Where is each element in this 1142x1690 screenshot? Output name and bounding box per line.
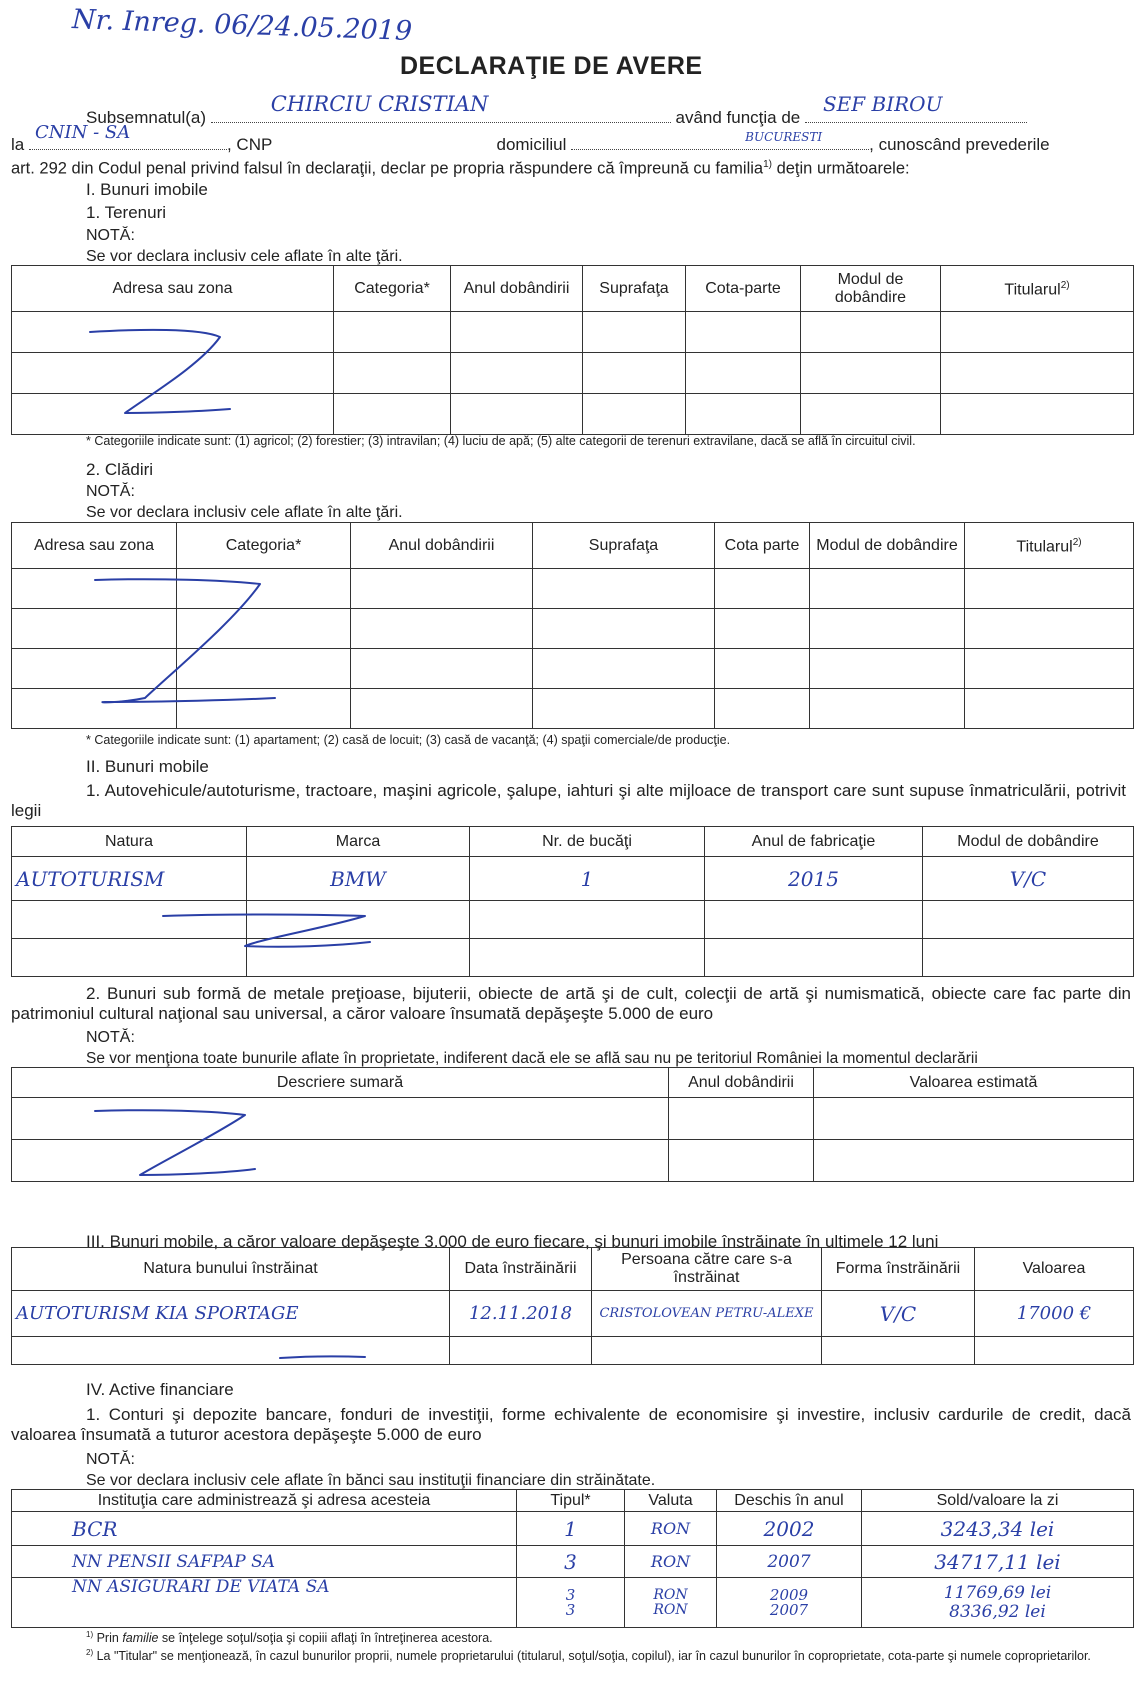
function-value: SEF BIROU [822, 92, 943, 116]
footnote-1-sup: 1) [86, 1630, 94, 1639]
col-institutia: Instituţia care administrează şi adresa acesteia [12, 1490, 517, 1512]
col-anul: Anul dobândirii [451, 266, 583, 312]
footnote-2 [11, 1645, 1131, 1664]
account-tip [517, 1578, 625, 1628]
account-tip-b: 3 [565, 1600, 576, 1619]
col-anul-fabricatie: Anul de fabricaţie [705, 827, 923, 857]
intro-text-end: deţin următoarele: [772, 159, 910, 178]
col-nr-bucati: Nr. de bucăţi [470, 827, 705, 857]
section-2-nota-text: Se vor menţiona toate bunurile aflate în proprietate, indiferent dacă ele se află sau nu pe teritoriul României la momentul declarării [86, 1050, 978, 1067]
sold-data: 12.11.2018 [450, 1291, 592, 1337]
account-valuta [625, 1578, 717, 1628]
vehicle-marca: BMW [247, 857, 470, 901]
z-strike-bunuri [85, 1105, 265, 1185]
cnp-label: , CNP [226, 135, 273, 154]
section-1-nota: NOTĂ: [86, 227, 135, 244]
titularul-sup: 2) [1072, 537, 1082, 549]
col-modul: Modul de dobândire [810, 523, 965, 569]
strike-instrainate [275, 1350, 375, 1364]
col-suprafata: Suprafaţa [533, 523, 715, 569]
table-row [12, 1546, 1134, 1578]
section-1-sub-1: 1. Terenuri [86, 203, 167, 222]
account-sold: 34717,11 lei [862, 1546, 1134, 1578]
col-natura: Natura bunului înstrăinat [12, 1248, 450, 1291]
col-modul: Modul de dobândire [923, 827, 1134, 857]
col-adresa: Adresa sau zona [12, 266, 334, 312]
function-field [805, 92, 1027, 123]
account-valuta: RON [625, 1546, 717, 1578]
titularul-sup: 2) [1060, 280, 1070, 292]
account-institutie: NN PENSII SAFPAP SA [12, 1546, 517, 1578]
col-descriere: Descriere sumară [12, 1068, 669, 1098]
section-4-nota-text: Se vor declara inclusiv cele aflate în bănci sau instituţii financiare din străinătate. [86, 1472, 656, 1489]
section-2-sub-1: 1. Autovehicule/autoturisme, tractoare, maşini agricole, şalupe, iahturi şi alte mijloace de transport care sunt supuse înmatriculării, potrivit legii [11, 781, 1126, 820]
sold-natura: AUTOTURISM KIA SPORTAGE [12, 1291, 450, 1337]
footnote-1-a: Prin [93, 1631, 123, 1646]
footnote-1-b: se înţelege soţul/soţia şi copiii aflaţi în întreţinerea acestora. [158, 1631, 493, 1646]
account-valuta: RON [625, 1512, 717, 1546]
table-row [12, 1578, 1134, 1628]
col-persoana: Persoana către care s-a înstrăinat [592, 1248, 822, 1291]
vehicle-bucati: 1 [470, 857, 705, 901]
terenuri-header-row [12, 266, 1134, 312]
col-adresa: Adresa sau zona [12, 523, 177, 569]
account-tip-a: 3 [565, 1585, 576, 1604]
account-sold-a: 11769,69 lei [943, 1582, 1052, 1603]
account-sold-b: 8336,92 lei [949, 1601, 1046, 1622]
intro-line-3 [11, 155, 1136, 179]
workplace-field [29, 122, 227, 150]
col-titularul [965, 523, 1134, 569]
section-1-sub-2: 2. Clădiri [86, 460, 154, 479]
vehicle-modul: V/C [923, 857, 1134, 901]
domicile-field [571, 131, 869, 150]
name-field [211, 92, 671, 123]
col-data: Data înstrăinării [450, 1248, 592, 1291]
terenuri-footnote: * Categoriile indicate sunt: (1) agricol; (2) forestier; (3) intravilan; (4) luciu de apă; (5) alte categorii de terenuri extravilane, dacă se află în circuitul civil. [86, 434, 916, 448]
section-1-nota-text: Se vor declara inclusiv cele aflate în alte ţări. [86, 248, 403, 265]
col-deschis: Deschis în anul [717, 1490, 862, 1512]
section-1-nota-2-text: Se vor declara inclusiv cele aflate în alte ţări. [86, 504, 403, 521]
account-institutie: BCR [12, 1512, 517, 1546]
table-row [12, 1291, 1134, 1337]
bunuri-header-row [12, 1068, 1134, 1098]
col-valuta: Valuta [625, 1490, 717, 1512]
account-an: 2002 [717, 1512, 862, 1546]
section-1-nota-2: NOTĂ: [86, 483, 135, 500]
section-4-heading: IV. Active financiare [86, 1380, 234, 1399]
registration-note: Nr. Inreg. 06/24.05.2019 [71, 4, 413, 47]
sold-valoare: 17000 € [975, 1291, 1134, 1337]
cladiri-footnote: * Categoriile indicate sunt: (1) apartament; (2) casă de locuit; (3) casă de vacanţă; (4) spaţii comerciale/de producţie. [86, 733, 731, 747]
footnote-2-sup: 2) [86, 1648, 94, 1657]
domiciliul-label: domiciliul [496, 135, 567, 154]
intro-line-2 [11, 122, 1136, 155]
account-sold [862, 1578, 1134, 1628]
col-titularul [941, 266, 1134, 312]
intro-text: art. 292 din Codul penal privind falsul în declaraţii, declar pe propria răspundere că împreună cu familia [11, 159, 764, 178]
conturi-header-row [12, 1490, 1134, 1512]
cladiri-header-row [12, 523, 1134, 569]
section-2-sub-2: 2. Bunuri sub formă de metale preţioase, bijuterii, obiecte de artă şi de cult, colecţii de artă şi numismatică, obiecte care fac parte din patrimoniul cultural naţional sau universal, a căror valoare însumată depăşeşte 5.000 de euro [11, 984, 1131, 1023]
z-strike-terenuri [80, 325, 240, 425]
table-row [12, 1337, 1134, 1365]
z-strike-autovehicule [155, 908, 375, 958]
section-2-heading: II. Bunuri mobile [86, 757, 209, 776]
account-an [717, 1578, 862, 1628]
account-institutie: NN ASIGURARI DE VIATA SA [12, 1578, 517, 1628]
footnote-2-text: La "Titular" se menţionează, în cazul bunurilor proprii, numele proprietarului (titularul, soţul/soţia, copilul), iar în cazul bunurilor în coproprietate, cota-parte şi numele coproprietarilor. [93, 1649, 1091, 1664]
sold-forma: V/C [822, 1291, 975, 1337]
col-natura: Natura [12, 827, 247, 857]
account-an: 2007 [717, 1546, 862, 1578]
intro-footnote-ref: 1) [763, 159, 772, 170]
col-marca: Marca [247, 827, 470, 857]
instrainate-table [11, 1247, 1134, 1365]
account-sold: 3243,34 lei [862, 1512, 1134, 1546]
vehicle-an: 2015 [705, 857, 923, 901]
section-4-nota: NOTĂ: [86, 1451, 135, 1468]
instrainate-header-row [12, 1248, 1134, 1291]
page-title: DECLARAŢIE DE AVERE [400, 52, 703, 80]
account-an-a: 2009 [769, 1585, 809, 1604]
subsemnatul-label: Subsemnatul(a) [86, 108, 207, 127]
section-3-heading: III. Bunuri mobile, a căror valoare depăşeşte 3.000 de euro fiecare, şi bunuri imobile înstrăinate în ultimele 12 luni [86, 1232, 939, 1251]
section-4-sub-1: 1. Conturi şi depozite bancare, fonduri de investiţii, forme echivalente de economisire şi investire, inclusiv cardurile de credit, dacă valoarea însumată a tuturor acestora depăşeşte 5.000 de euro [11, 1405, 1131, 1444]
col-anul: Anul dobândirii [669, 1068, 814, 1098]
col-sold: Sold/valoare la zi [862, 1490, 1134, 1512]
table-row [12, 857, 1134, 901]
autovehicule-header-row [12, 827, 1134, 857]
col-forma: Forma înstrăinării [822, 1248, 975, 1291]
intro-line-1 [86, 92, 1096, 128]
titularul-label: Titularul [1016, 538, 1073, 556]
col-modul: Modul de dobândire [801, 266, 941, 312]
section-1-heading: I. Bunuri imobile [86, 180, 208, 199]
account-valuta-a: RON [653, 1586, 688, 1603]
sold-persoana: CRISTOLOVEAN PETRU-ALEXE [592, 1291, 822, 1337]
name-value: CHIRCIU CRISTIAN [270, 92, 489, 116]
titularul-label: Titularul [1004, 281, 1061, 299]
col-anul: Anul dobândirii [351, 523, 533, 569]
col-valoare: Valoarea estimată [814, 1068, 1134, 1098]
workplace-value: CNIN - SA [34, 122, 131, 143]
col-cota: Cota parte [715, 523, 810, 569]
la-label: la [11, 135, 25, 154]
footnote-1 [86, 1627, 493, 1646]
cunoscand-label: , cunoscând prevederile [869, 135, 1050, 154]
account-tip: 1 [517, 1512, 625, 1546]
account-tip: 3 [517, 1546, 625, 1578]
col-suprafata: Suprafaţa [583, 266, 686, 312]
domicile-value: BUCURESTI [745, 130, 823, 144]
vehicle-natura: AUTOTURISM [12, 857, 247, 901]
z-strike-cladiri [85, 570, 285, 710]
col-categoria: Categoria* [334, 266, 451, 312]
col-valoarea: Valoarea [975, 1248, 1134, 1291]
col-categoria: Categoria* [177, 523, 351, 569]
conturi-table [11, 1489, 1134, 1628]
footnote-1-em: familie [122, 1631, 159, 1646]
section-2-nota: NOTĂ: [86, 1029, 135, 1046]
avand-functia-label: având funcţia de [675, 108, 801, 127]
account-valuta-b: RON [653, 1601, 688, 1618]
col-tipul: Tipul* [517, 1490, 625, 1512]
table-row [12, 1512, 1134, 1546]
account-an-b: 2007 [769, 1600, 809, 1619]
col-cota: Cota-parte [686, 266, 801, 312]
